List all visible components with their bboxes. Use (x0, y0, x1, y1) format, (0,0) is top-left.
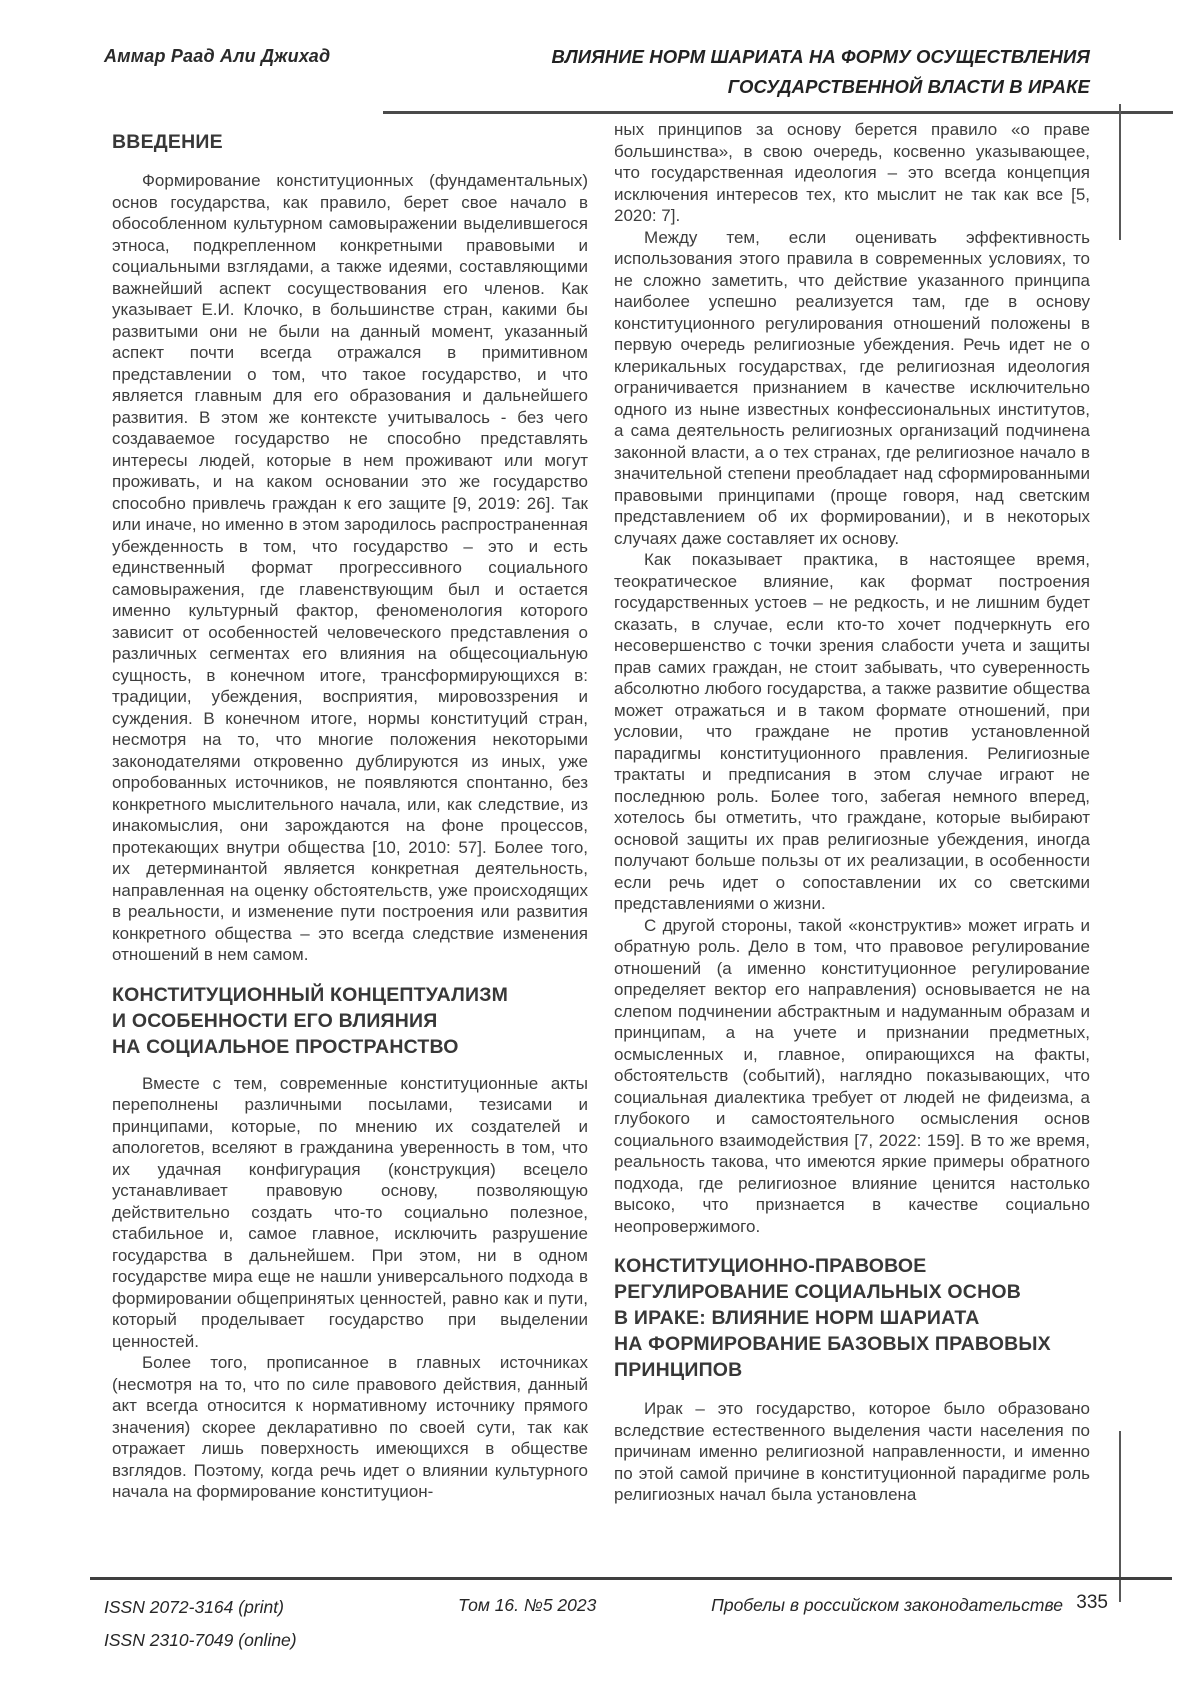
footer-issn-print: ISSN 2072-3164 (print) (104, 1597, 284, 1617)
heading-line: ПРИНЦИПОВ (614, 1359, 743, 1381)
footer-page-number: 335 (1076, 1592, 1108, 1613)
running-head-title (552, 42, 1091, 102)
column-left (112, 129, 588, 1571)
footer-issn-online: ISSN 2310-7049 (online) (104, 1630, 297, 1650)
paragraph-practice: Как показывает практика, в настоящее время, теократическое влияние, как формат построения государственных устоев – не редкость, и не лишним будет сказать, в случае, если кто-то хочет подчеркнуть его несовершенство с точки зрения слабости учета и защиты прав самих граждан, не стоит забывать, что суверенность абсолютно любого государства, а также развитие общества может отражаться и в таком формате отношений, при условии, что граждане не против установленной парадигмы конституционного правления. Религиозные трактаты и предписания в этом случае играют не последнюю роль. Более того, забегая немного вперед, хотелось бы отметить, что граждане, которые выбирают основой защиты их прав религиозные убеждения, иногда получают больше пользы от их реализации, в особенности если речь идет о сопоставлении их со светскими представлениями о жизни. (614, 550, 1090, 913)
header-rule (383, 111, 1173, 114)
paragraph-effectiveness: Между тем, если оценивать эффективность использования этого правила в современных условиях, то не сложно заметить, что действие указанного принципа наиболее успешно реализуется там, где в основу конституционного регулирования отношений положены в первую очередь религиозные убеждения. Речь идет не о клерикальных государствах, где религиозная идеология ограничивается признанием в качестве исключительно одного из ныне известных конфессиональных институтов, а сама деятельность религиозных организаций подчинена законной власти, а о тех странах, где религиозное начало в значительной степени преобладает над сформированными правовыми принципами (проще говоря, над светским представлением об их формировании), и в некоторых случаях даже составляет их основу. (614, 227, 1090, 548)
running-head-title-line: ВЛИЯНИЕ НОРМ ШАРИАТА НА ФОРМУ ОСУЩЕСТВЛЕНИЯ (551, 46, 1090, 67)
right-margin-mark-top (1119, 104, 1121, 240)
paragraph-intro-1: Формирование конституционных (фундаментальных) основ государства, как правило, берет свое начало в обособленном культурном самовыражении выделившегося этноса, подкрепленном конкретными правовыми и социальными взглядами, а также идеями, составляющими важнейший аспект сосуществования его членов. Как указывает Е.И. Клочко, в большинстве стран, какими бы развитыми они не были на данный момент, указанный аспект почти всегда отражался в примитивном представлении о том, что такое государство, и что является главным для его образования и дальнейшего развития. В этом же контексте учитывалось - без чего создаваемое государство не способно представлять интересы людей, которые в нем проживают или могут проживать, и на каком основании это же государство способно привлечь граждан к его защите [9, 2019: 26]. Так или иначе, но именно в этом зародилось распространенная убежденность в том, что государство – это и есть единственный формат прогрессивного социального самовыражения, где главенствующим был и остается именно культурный фактор, феноменология которого зависит от особенностей человеческого представления о различных сегментах его влияния на общесоциальную сущность, в конечном итоге, трансформирующихся в: традиции, убеждения, восприятия, мировоззрения и суждения. В конечном итоге, нормы конституций стран, несмотря на то, что многие положения некоторыми законодателями откровенно дублируются из иных, уже опробованных источников, не появляются спонтанно, без конкретного мыслительного начала, или, как следствие, из инакомыслия, они зарождаются на фоне процессов, протекающих внутри общества [10, 2010: 57]. Более того, их детерминантой является конкретная деятельность, направленная на оценку обстоятельств, уже происходящих в реальности, и изменение пути построения или развития конкретного общества – это всегда следствие изменения отношений в нем самом. (112, 171, 588, 964)
section-heading-sharia-regulation (614, 1253, 1090, 1383)
heading-line: НА ФОРМИРОВАНИЕ БАЗОВЫХ ПРАВОВЫХ (614, 1333, 1051, 1355)
footer-issn (104, 1591, 297, 1657)
footer-rule (90, 1577, 1172, 1580)
heading-line: И ОСОБЕННОСТИ ЕГО ВЛИЯНИЯ (112, 1009, 438, 1032)
section-heading-constitutional-conceptualism (112, 982, 588, 1060)
paragraph-iraq: Ирак – это государство, которое было образовано вследствие естественного выделения части населения по причинам именно религиозной направленности, и именно по этой самой причине в конституционной парадигме роль религиозных начал была установлена (614, 1399, 1090, 1504)
running-head-title-line: ГОСУДАРСТВЕННОЙ ВЛАСТИ В ИРАКЕ (727, 76, 1090, 97)
footer-journal-title: Пробелы в российском законодательстве (711, 1595, 1063, 1615)
section-heading-introduction: ВВЕДЕНИЕ (112, 131, 223, 153)
paragraph-conceptualism-2: Более того, прописанное в главных источниках (несмотря на то, что по силе правового действия, данный акт всегда относится к нормативному источнику прямого значения) скорее декларативно по своей сути, так как отражает лишь поверхность имеющихся в обществе взглядов. Поэтому, когда речь идет о влиянии культурного начала на формирование конституцион- (112, 1353, 588, 1501)
running-head-author: Аммар Раад Али Джихад (104, 46, 331, 66)
column-right (614, 119, 1090, 1571)
heading-line: КОНСТИТУЦИОННО-ПРАВОВОЕ (614, 1255, 927, 1277)
footer-volume-issue: Том 16. №5 2023 (458, 1595, 597, 1615)
paragraph-conceptualism-1: Вместе с тем, современные конституционные акты переполнены различными посылами, тезисами и принципами, которые, по мнению их создателей и апологетов, вселяют в гражданина уверенность в том, что их удачная конфигурация (конструкция) всецело устанавливает правовую основу, позволяющую действительно создать что-то социально полезное, стабильное и, самое главное, исключить разрушение государства в дальнейшем. При этом, ни в одном государстве мира еще не нашли универсального подхода в формировании общепринятых ценностей, равно как и пути, который проделывает государство при выделении ценностей. (112, 1073, 588, 1351)
heading-line: КОНСТИТУЦИОННЫЙ КОНЦЕПТУАЛИЗМ (112, 983, 509, 1006)
paragraph-other-side: С другой стороны, такой «конструктив» может играть и обратную роль. Дело в том, что правовое регулирование отношений (а именно конституционное регулирование определяет вектор его направления) основывается не на слепом подчинении абстрактным и надуманным образам и принципам, а на учете и признании предметных, осмысленных и, главное, опирающихся на факты, обстоятельств (событий), наглядно показывающих, что социальная диалектика требует от людей не фидеизма, а глубокого и самостоятельного осмысления основ социального взаимодействия [7, 2022: 159]. В то же время, реальность такова, что имеются яркие примеры обратного подхода, где религиозное влияние ценится настолько высоко, что признается в качестве социально неопровержимого. (614, 915, 1090, 1236)
heading-line: НА СОЦИАЛЬНОЕ ПРОСТРАНСТВО (112, 1035, 459, 1058)
heading-line: РЕГУЛИРОВАНИЕ СОЦИАЛЬНЫХ ОСНОВ (614, 1281, 1022, 1303)
heading-line: В ИРАКЕ: ВЛИЯНИЕ НОРМ ШАРИАТА (614, 1307, 980, 1329)
paragraph-conceptualism-2-continuation: ных принципов за основу берется правило «о праве большинства», в свою очередь, косвенно указывающее, что государственная идеология – это всегда концепция исключения интересов тех, кто мыслит не так как все [5, 2020: 7]. (614, 120, 1090, 225)
